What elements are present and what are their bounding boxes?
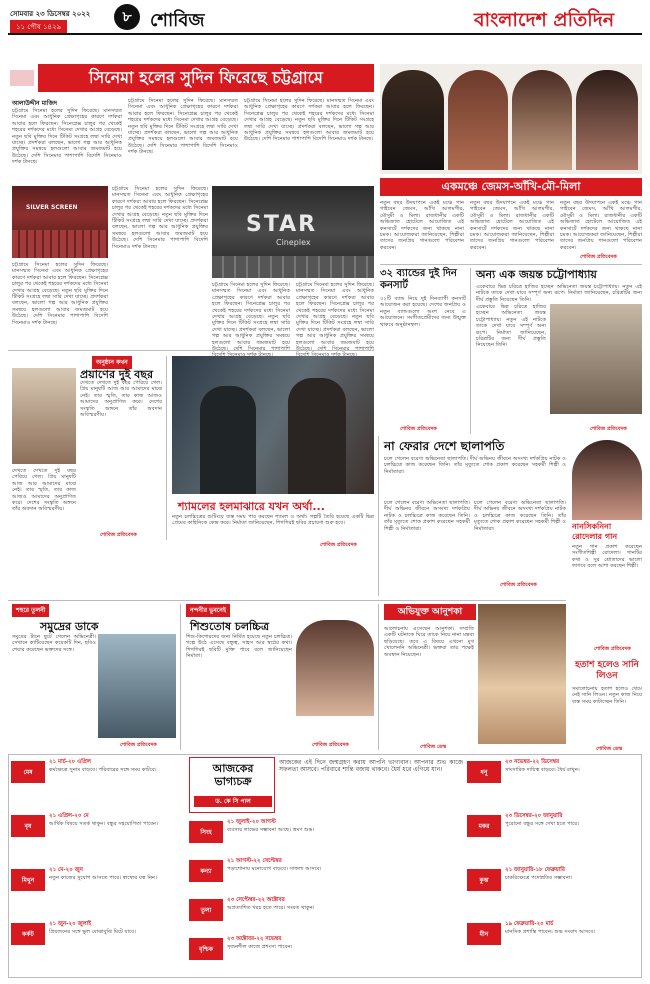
lead-headline-ornament bbox=[10, 70, 34, 86]
lead-body-col2: চট্টগ্রামে সিনেমা হলের সুদিন ফিরেছে। মানসম্মত সিনেমা এবং আধুনিক প্রেক্ষাগৃহের কারণে দর্শকরা আবার হলে ফিরছেন। সিনেপ্লেক্স চালুর পর থেকেই শহরের দর্শকদের মধ্যে সিনেমা দেখার আগ্রহ বেড়েছে। নতুন ছবি মুক্তির দিনে টিকিট সংগ্রহে লম্বা সারি দেখা যাচ্ছে। প্রদর্শকরা বলছেন, ভালো গল্প আর আধুনিক প্রযুক্তির সমন্বয়ে হলগুলো আবার জমজমাট হয়ে উঠেছে। দেশি সিনেমার পাশাপাশি বিদেশি সিনেমাও দর্শক টানছে। bbox=[128, 98, 238, 156]
dui-bochor-photo bbox=[12, 368, 76, 464]
rashi-text: সৃজনশীল কাজে প্রশংসা পাবেন। bbox=[227, 944, 293, 950]
rashi-text: প্রিয়জনের সঙ্গে ভুল বোঝাবুঝি মিটে যাবে। bbox=[49, 929, 136, 935]
rashi-intro: আজকের এই দিনে জন্মগ্রহণ করায় আপনি ভাগ্যবান। আপনার শুভ কাজে সফলতা আসবে। পরিবারে শান্তি বজায় থাকবে। ধৈর্য ধরে এগিয়ে যান। bbox=[279, 759, 463, 774]
sani-end: শোবিজ ডেস্ক bbox=[596, 746, 623, 752]
rashi-range: ২৩ অক্টোবর-২২ নভেম্বর bbox=[227, 936, 282, 942]
rashi-title-box bbox=[189, 757, 275, 813]
bands-headline: ৩২ ব্যান্ডের দুই দিন কনসার্ট bbox=[380, 268, 457, 291]
concert-singers-photo bbox=[380, 64, 642, 174]
lead-body-col1b: চট্টগ্রামে সিনেমা হলের সুদিন ফিরেছে। মানসম্মত সিনেমা এবং আধুনিক প্রেক্ষাগৃহের কারণে দর্শকরা আবার হলে ফিরছেন। সিনেপ্লেক্স চালুর পর থেকেই শহরের দর্শকদের মধ্যে সিনেমা দেখার আগ্রহ বেড়েছে। নতুন ছবি মুক্তির দিনে টিকিট সংগ্রহে লম্বা সারি দেখা যাচ্ছে। প্রদর্শকরা বলছেন, ভালো গল্প আর আধুনিক প্রযুক্তির সমন্বয়ে হলগুলো আবার জমজমাট হয়ে উঠেছে। দেশি সিনেমার পাশাপাশি বিদেশি সিনেমাও দর্শক টানছে। bbox=[12, 262, 108, 326]
rashi-text: চাকরিক্ষেত্রে পদোন্নতির সম্ভাবনা। bbox=[505, 875, 573, 881]
rashi-range: ২৩ সেপ্টেম্বর-২২ অক্টোবর bbox=[227, 897, 285, 903]
silver-screen-sign: SILVER SCREEN bbox=[26, 204, 78, 211]
dui-bochor-headline: প্রয়াণের দুই বছর bbox=[80, 368, 154, 381]
rashi-sign: সিংহ bbox=[189, 821, 223, 843]
anushka-photo bbox=[478, 604, 566, 744]
shamol-photo bbox=[172, 356, 374, 494]
cinema-seats bbox=[12, 230, 108, 258]
concert-body-col2: নতুন বছর উদযাপনে একই মঞ্চে গান গাইবেন জেমস, আঁখি আলমগীর, মৌসুমী ও মিলা। রাজধানীর একটি অভিজাত হোটেলে আয়োজিত এই কনসার্টে দর্শকদের জন্য থাকছে নানা চমক। আয়োজকরা জানিয়েছেন, শিল্পীরা তাদের জনপ্রিয় গানগুলো পরিবেশন করবেন। bbox=[470, 200, 554, 251]
shamol-end: শোবিজ প্রতিবেদক bbox=[320, 542, 357, 548]
rodela-photo bbox=[572, 440, 642, 520]
dui-bochor-body: দেখতে দেখতে দুই বছর পেরিয়ে গেল। প্রিয় মানুষটি আজ আর আমাদের মাঝে নেই। তার স্মৃতি, তার কাজ আজও আমাদের অনুপ্রাণিত করে। দেশের সংস্কৃতি অঙ্গনে তাঁর অবদান অবিস্মরণীয়। bbox=[80, 380, 162, 419]
rashi-item bbox=[189, 817, 463, 855]
rashi-sign: মেষ bbox=[11, 761, 45, 783]
jayanta-body: একেবারে ভিন্ন চরিত্রে হাজির হচ্ছেন অভিনেতা জয়ন্ত চট্টোপাধ্যায়। নতুন এই নাটকে তাকে দেখা যাবে সম্পূর্ণ অন্য রূপে। নির্মাতা জানিয়েছেন, চরিত্রটির জন্য দীর্ঘ প্রস্তুতি নিয়েছেন তিনি। bbox=[476, 284, 642, 303]
cinema-hall-photo bbox=[12, 186, 108, 258]
shamol-headline: শ্যামলের হলমাঝারে যখন অর্থা... bbox=[178, 500, 325, 513]
rashi-range: ১৯ ফেব্রুয়ারি-২০ মার্চ bbox=[505, 921, 554, 927]
shamol-body: নতুন চলচ্চিত্রের শুটিংয়ে ব্যস্ত সময় পার করছেন শ্যামল ও অর্থা। গল্পটি তৈরি হয়েছে একটি ভিন্ন প্রেমের কাহিনিকে কেন্দ্র করে। নির্মাতা জানিয়েছেন, শিগগিরই ছবির প্রচারণা শুরু হবে। bbox=[172, 514, 374, 527]
rashi-sign: ধনু bbox=[467, 761, 501, 783]
singer-photo-4 bbox=[576, 70, 638, 170]
jayanta-end: শোবিজ প্রতিবেদক bbox=[590, 426, 627, 432]
rashi-range: ২৩ নভেম্বর-২২ ডিসেম্বর bbox=[505, 759, 560, 765]
rodela-body: নতুন গান প্রকাশ করেছেন সংগীতশিল্পী রোদেলা। গানটির কথা ও সুর শ্রোতাদের ভালো লাগবে বলে আশা করছেন শিল্পী। bbox=[572, 544, 642, 570]
chhalapoti-body: চলে গেলেন বরেণ্য অভিনেতা ছালাপতি। দীর্ঘ অভিনয় জীবনে অসংখ্য দর্শকপ্রিয় নাটক ও চলচ্চিত্রে কাজ করেছেন তিনি। তাঁর মৃত্যুতে শোক প্রকাশ করেছেন সহকর্মী শিল্পী ও নির্মাতারা। bbox=[384, 456, 566, 475]
rule-bands-jayanta bbox=[470, 268, 471, 434]
concert-body-col3: নতুন বছর উদযাপনে একই মঞ্চে গান গাইবেন জেমস, আঁখি আলমগীর, মৌসুমী ও মিলা। রাজধানীর একটি অভিজাত হোটেলে আয়োজিত এই কনসার্টে দর্শকদের জন্য থাকছে নানা চমক। আয়োজকরা জানিয়েছেন, শিল্পীরা তাদের জনপ্রিয় গানগুলো পরিবেশন করবেন। bbox=[560, 200, 642, 251]
shishuto-body: শিশু-কিশোরদের জন্য নির্মিত হয়েছে নতুন চলচ্চিত্র। গল্পে উঠে এসেছে বন্ধুত্ব, সাহস আর স্বপ্নের কথা। শিগগিরই ছবিটি মুক্তি পাবে বলে জানিয়েছেন নির্মাতা। bbox=[186, 634, 292, 660]
rashi-range: ২১ এপ্রিল-২০ মে bbox=[49, 813, 89, 819]
rule-mid bbox=[8, 350, 374, 351]
concert-body-col1: নতুন বছর উদযাপনে একই মঞ্চে গান গাইবেন জেমস, আঁখি আলমগীর, মৌসুমী ও মিলা। রাজধানীর একটি অভিজাত হোটেলে আয়োজিত এই কনসার্টে দর্শকদের জন্য থাকছে নানা চমক। আয়োজকরা জানিয়েছেন, শিল্পীরা তাদের জনপ্রিয় গানগুলো পরিবেশন করবেন। bbox=[380, 200, 464, 251]
rashi-sign: মিথুন bbox=[11, 869, 45, 891]
singer-photo-2 bbox=[448, 70, 508, 170]
shamol-actor-1 bbox=[200, 386, 256, 494]
rule-low-2 bbox=[378, 604, 379, 750]
rashi-text: কর্মক্ষেত্রে সুনাম বাড়বে। পরিবারের সঙ্গে সময় কাটবে। bbox=[49, 767, 157, 773]
shishuto-tag: নন্দনীর ভুবনেই bbox=[186, 604, 230, 617]
jayanta-body-col: একেবারে ভিন্ন চরিত্রে হাজির হচ্ছেন অভিনেতা জয়ন্ত চট্টোপাধ্যায়। নতুন এই নাটকে তাকে দেখা যাবে সম্পূর্ণ অন্য রূপে। নির্মাতা জানিয়েছেন, চরিত্রটির জন্য দীর্ঘ প্রস্তুতি নিয়েছেন তিনি। bbox=[476, 304, 546, 349]
rashi-item bbox=[11, 919, 185, 973]
rashi-item bbox=[467, 757, 639, 809]
star-cineplex-photo bbox=[212, 186, 374, 278]
anushka-headline: অভিযুক্ত আনুশকা bbox=[384, 604, 476, 620]
rashi-item bbox=[467, 811, 639, 863]
rashi-range: ২১ জানুয়ারি-১৮ ফেব্রুয়ারি bbox=[505, 867, 565, 873]
singer-photo-1 bbox=[382, 70, 444, 170]
lead-body-col1: চট্টগ্রামে সিনেমা হলের সুদিন ফিরেছে। মানসম্মত সিনেমা এবং আধুনিক প্রেক্ষাগৃহের কারণে দর্শকরা আবার হলে ফিরছেন। সিনেপ্লেক্স চালুর পর থেকেই শহরের দর্শকদের মধ্যে সিনেমা দেখার আগ্রহ বেড়েছে। নতুন ছবি মুক্তির দিনে টিকিট সংগ্রহে লম্বা সারি দেখা যাচ্ছে। প্রদর্শকরা বলছেন, ভালো গল্প আর আধুনিক প্রযুক্তির সমন্বয়ে হলগুলো আবার জমজমাট হয়ে উঠেছে। দেশি সিনেমার পাশাপাশি বিদেশি সিনেমাও দর্শক টানছে। bbox=[12, 108, 122, 166]
shishuto-end: শোবিজ প্রতিবেদক bbox=[312, 742, 349, 748]
jayanta-headline: অন্য এক জয়ন্ত চট্টোপাধ্যায় bbox=[476, 268, 597, 281]
section-title: শোবিজ bbox=[150, 10, 205, 31]
rashi-item bbox=[189, 895, 463, 933]
rashi-title: আজকের ভাগ্যচক্র bbox=[212, 762, 254, 788]
rashi-left-column bbox=[11, 757, 185, 975]
singer-photo-3 bbox=[512, 70, 572, 170]
masthead-date: সোমবার ২৩ ডিসেম্বর ২০২২ bbox=[10, 10, 91, 18]
rashi-range: ২১ জুলাই-২০ আগস্ট bbox=[227, 819, 276, 825]
rule-mid-1 bbox=[166, 356, 167, 540]
bands-body: ৩২টি ব্যান্ড নিয়ে দুই দিনব্যাপী কনসার্ট আয়োজন করা হয়েছে। দেশের জনপ্রিয় ও নতুন ব্যান্ডগুলো অংশ নেবে এ আয়োজনে। সংগীতপ্রেমীদের জন্য উন্মুক্ত থাকবে অনুষ্ঠানস্থল। bbox=[380, 296, 466, 328]
newspaper-logo: বাংলাদেশ প্রতিদিন bbox=[474, 9, 615, 31]
rashi-range: ২১ জুন-২০ জুলাই bbox=[49, 921, 92, 927]
rashi-range: ২১ মে-২০ জুন bbox=[49, 867, 83, 873]
dui-bochor-tag: অনুষ্ঠান কথন bbox=[92, 356, 132, 369]
samudra-photo bbox=[98, 634, 176, 738]
rashi-text: নতুন কাজের সুযোগ আসতে পারে। স্বাস্থ্যের যত্ন নিন। bbox=[49, 875, 157, 881]
rashi-item bbox=[11, 865, 185, 917]
rashi-author: ড. কে সি পাল bbox=[194, 796, 272, 807]
rashi-sign: কর্কট bbox=[11, 923, 45, 945]
rashi-text: আর্থিক বিষয়ে সতর্ক থাকুন। বন্ধুর সহযোগিতা পাবেন। bbox=[49, 821, 158, 827]
jayanta-photo bbox=[550, 304, 642, 414]
rashi-text: পুরোনো বন্ধুর সঙ্গে দেখা হতে পারে। bbox=[505, 821, 579, 827]
rodela-end: শোবিজ প্রতিবেদক bbox=[594, 646, 631, 652]
rashi-sign: তুলা bbox=[189, 899, 223, 921]
rashi-text: অপ্রত্যাশিত খরচ হতে পারে। সংযত থাকুন। bbox=[227, 905, 315, 911]
rashi-right-column bbox=[467, 757, 639, 975]
dui-bochor-end: শোবিজ প্রতিবেদক bbox=[100, 532, 137, 538]
rashi-item bbox=[189, 856, 463, 894]
rashi-sign: বৃষ bbox=[11, 815, 45, 837]
cineplex-logo-text: Cineplex bbox=[276, 238, 311, 247]
sani-body: সমালোচনায় হতাশ হলেও থেমে নেই সানি লিওন। নতুন কাজ নিয়ে ব্যস্ত সময় কাটাচ্ছেন তিনি। bbox=[572, 686, 642, 705]
masthead bbox=[0, 0, 650, 62]
rule-low-1 bbox=[180, 604, 181, 750]
rashi-range: ২৩ ডিসেম্বর-২০ জানুয়ারি bbox=[505, 813, 563, 819]
rashi-text: মানসিক প্রশান্তি পাবেন। শুভ সংবাদ আসবে। bbox=[505, 929, 596, 935]
shishuto-photo bbox=[296, 620, 374, 716]
rashi-range: ২১ আগস্ট-২২ সেপ্টেম্বর bbox=[227, 858, 282, 864]
rashi-sign: কন্যা bbox=[189, 860, 223, 882]
rule-concert-bottom bbox=[380, 264, 642, 265]
lead-body-col3b: চট্টগ্রামে সিনেমা হলের সুদিন ফিরেছে। মানসম্মত সিনেমা এবং আধুনিক প্রেক্ষাগৃহের কারণে দর্শকরা আবার হলে ফিরছেন। সিনেপ্লেক্স চালুর পর থেকেই শহরের দর্শকদের মধ্যে সিনেমা দেখার আগ্রহ বেড়েছে। নতুন ছবি মুক্তির দিনে টিকিট সংগ্রহে লম্বা সারি দেখা যাচ্ছে। প্রদর্শকরা বলছেন, ভালো গল্প আর আধুনিক প্রযুক্তির সমন্বয়ে হলগুলো আবার জমজমাট হয়ে bbox=[212, 282, 290, 346]
samudra-end: শোবিজ প্রতিবেদক bbox=[120, 742, 157, 748]
rashi-sign: মীন bbox=[467, 923, 501, 945]
samudra-headline: সমুদ্রের ডাকে bbox=[40, 620, 99, 633]
rashi-sign: কুম্ভ bbox=[467, 869, 501, 891]
rashi-range: ২১ মার্চ-২০ এপ্রিল bbox=[49, 759, 91, 765]
rashi-mid-column bbox=[189, 817, 463, 973]
rashi-item bbox=[11, 811, 185, 863]
rashi-text: ব্যবসায় লাভের সম্ভাবনা আছে। ভ্রমণ শুভ। bbox=[227, 827, 315, 833]
chhalapoti-body2: চলে গেলেন বরেণ্য অভিনেতা ছালাপতি। দীর্ঘ অভিনয় জীবনে অসংখ্য দর্শকপ্রিয় নাটক ও চলচ্চিত্রে কাজ করেছেন তিনি। তাঁর মৃত্যুতে শোক প্রকাশ করেছেন সহকর্মী শিল্পী ও নির্মাতারা। bbox=[384, 500, 470, 532]
bands-end: শোবিজ প্রতিবেদক bbox=[400, 426, 437, 432]
rule-mid-2 bbox=[378, 436, 379, 596]
page-number: ৮ bbox=[122, 9, 132, 25]
rashi-text: পড়াশোনায় মনোযোগ বাড়বে। সাফল্য আসবে। bbox=[227, 866, 322, 872]
rashi-item bbox=[467, 865, 639, 917]
sani-headline: হতাশ হলেও সানি লিওন bbox=[575, 660, 639, 681]
rashi-text: সাংসারিক দায়িত্ব বাড়বে। ধৈর্য রাখুন। bbox=[505, 767, 580, 773]
samudra-tag: শহুরে তুলনী bbox=[12, 604, 49, 617]
rashifal-section bbox=[8, 754, 642, 978]
lead-byline: আলাউদ্দীন মাজিদ bbox=[12, 100, 58, 107]
chhalapoti-headline: না ফেরার দেশে ছালাপতি bbox=[384, 439, 505, 453]
lead-body-col3: চট্টগ্রামে সিনেমা হলের সুদিন ফিরেছে। মানসম্মত সিনেমা এবং আধুনিক প্রেক্ষাগৃহের কারণে দর্শকরা আবার হলে ফিরছেন। সিনেপ্লেক্স চালুর পর থেকেই শহরের দর্শকদের মধ্যে সিনেমা দেখার আগ্রহ বেড়েছে। নতুন ছবি মুক্তির দিনে টিকিট সংগ্রহে লম্বা সারি দেখা যাচ্ছে। প্রদর্শকরা বলছেন, ভালো গল্প আর আধুনিক প্রযুক্তির সমন্বয়ে হলগুলো আবার জমজমাট হয়ে উঠেছে। দেশি সিনেমার পাশাপাশি বিদেশি সিনেমাও দর্শক টানছে। bbox=[244, 98, 374, 143]
lead-body-col4b: চট্টগ্রামে সিনেমা হলের সুদিন ফিরেছে। মানসম্মত সিনেমা এবং আধুনিক প্রেক্ষাগৃহের কারণে দর্শকরা আবার হলে ফিরছেন। সিনেপ্লেক্স চালুর পর থেকেই শহরের দর্শকদের মধ্যে সিনেমা দেখার আগ্রহ বেড়েছে। নতুন ছবি মুক্তির দিনে টিকিট সংগ্রহে লম্বা সারি দেখা যাচ্ছে। প্রদর্শকরা বলছেন, ভালো গল্প আর আধুনিক প্রযুক্তির সমন্বয়ে হলগুলো আবার জমজমাট হয়ে bbox=[296, 282, 374, 346]
chhalapoti-end: শোবিজ প্রতিবেদক bbox=[500, 582, 537, 588]
rashi-item bbox=[467, 919, 639, 973]
samudra-body: সমুদ্রের টানে ছুটে গেলেন অভিনেত্রী। সেখানে কাটিয়েছেন কয়েকটি দিন, ছবিও শেয়ার করেছেন ভক্তদের সঙ্গে। bbox=[12, 634, 96, 653]
rashi-item bbox=[11, 757, 185, 809]
chhalapoti-body3: চলে গেলেন বরেণ্য অভিনেতা ছালাপতি। দীর্ঘ অভিনয় জীবনে অসংখ্য দর্শকপ্রিয় নাটক ও চলচ্চিত্রে কাজ করেছেন তিনি। তাঁর মৃত্যুতে শোক প্রকাশ করেছেন সহকর্মী শিল্পী ও নির্মাতারা। bbox=[474, 500, 566, 532]
concert-end: শোবিজ প্রতিবেদক bbox=[580, 254, 617, 260]
lead-body-col2b: চট্টগ্রামে সিনেমা হলের সুদিন ফিরেছে। মানসম্মত সিনেমা এবং আধুনিক প্রেক্ষাগৃহের কারণে দর্শকরা আবার হলে ফিরছেন। সিনেপ্লেক্স চালুর পর থেকেই শহরের দর্শকদের মধ্যে সিনেমা দেখার আগ্রহ বেড়েছে। নতুন ছবি মুক্তির দিনে টিকিট সংগ্রহে লম্বা সারি দেখা যাচ্ছে। প্রদর্শকরা বলছেন, ভালো গল্প আর আধুনিক প্রযুক্তির সমন্বয়ে হলগুলো আবার জমজমাট হয়ে উঠেছে। দেশি সিনেমার পাশাপাশি বিদেশি সিনেমাও দর্শক টানছে। bbox=[112, 186, 208, 250]
rashi-item bbox=[189, 934, 463, 972]
star-logo-text: STAR bbox=[246, 212, 318, 237]
lead-headline: সিনেমা হলের সুদিন ফিরেছে চট্টগ্রামে bbox=[38, 64, 374, 92]
concert-headline: একমঞ্চে জেমস-আঁখি-মৌ-মিলা bbox=[380, 178, 642, 196]
lobby-lights bbox=[212, 256, 374, 278]
shishuto-headline: শিশুতোষ চলচ্চিত্র bbox=[190, 620, 270, 633]
shamol-actor-2 bbox=[288, 378, 346, 494]
rashi-sign: মকর bbox=[467, 815, 501, 837]
rodela-headline: নানসিকনিনা রোদেলার গান bbox=[572, 522, 618, 541]
anushka-body: আলোচনায় এসেছেন আনুশকা। সম্প্রতি একটি ঘটনাকে ঘিরে তাকে নিয়ে নানা মন্তব্য ছড়িয়েছে। তবে এ বিষয়ে এখনো মুখ খোলেননি অভিনেত্রী। ভক্তরা তার পক্ষেই অবস্থান নিয়েছেন। bbox=[384, 626, 474, 658]
dui-bochor-body2: দেখতে দেখতে দুই বছর পেরিয়ে গেল। প্রিয় মানুষটি আজ আর আমাদের মাঝে নেই। তার স্মৃতি, তার কাজ আজও আমাদের অনুপ্রাণিত করে। দেশের সংস্কৃতি অঙ্গনে তাঁর অবদান অবিস্মরণীয়। bbox=[12, 468, 76, 513]
masthead-date-bangla: ১১ পৌষ ১৪২৯ bbox=[10, 20, 67, 34]
anushka-end: শোবিজ ডেস্ক bbox=[420, 744, 447, 750]
rashi-sign: বৃশ্চিক bbox=[189, 938, 223, 960]
rule-lower bbox=[8, 600, 566, 601]
page-number-badge bbox=[114, 4, 140, 30]
